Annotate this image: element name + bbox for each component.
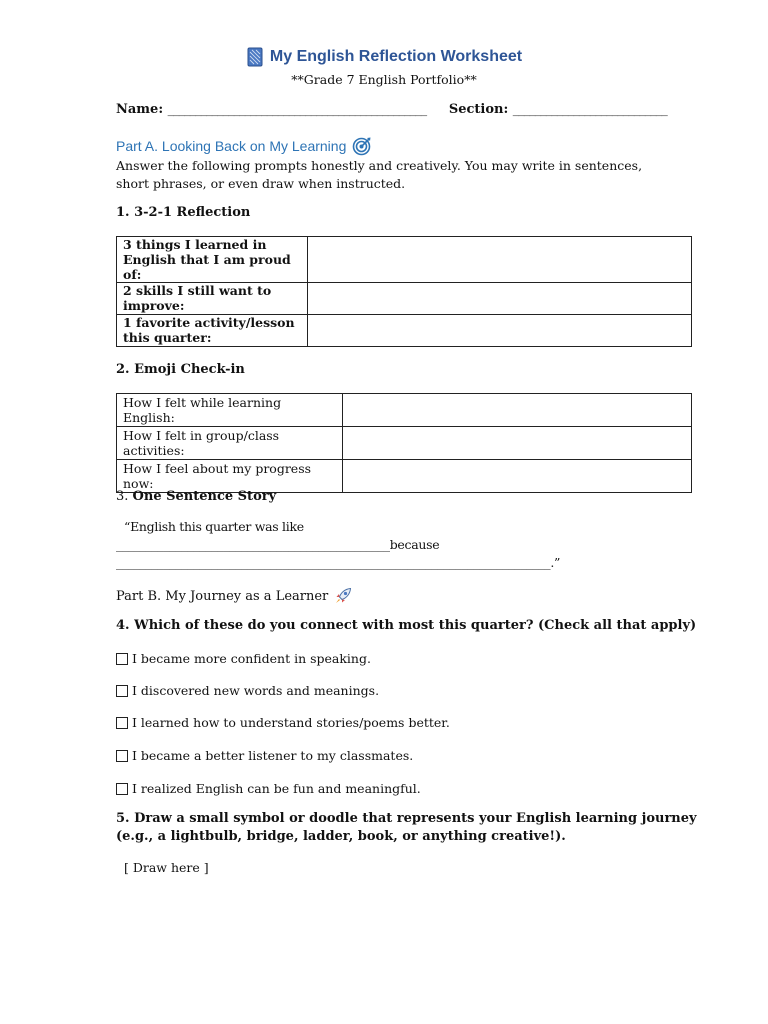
q5-heading-line-2: (e.g., a lightbulb, bridge, ladder, book, or anything creative!). bbox=[116, 829, 566, 844]
checklist-item-label: I became more confident in speaking. bbox=[132, 651, 371, 666]
target-icon bbox=[352, 136, 372, 156]
answer-cell[interactable] bbox=[343, 460, 692, 493]
checklist-item[interactable] bbox=[116, 748, 413, 763]
q3-heading bbox=[116, 489, 276, 504]
emoji-checkin-table bbox=[116, 393, 692, 493]
row-label bbox=[117, 237, 308, 283]
table-row bbox=[117, 460, 692, 493]
checklist-item-label: I discovered new words and meanings. bbox=[132, 683, 380, 698]
name-field[interactable]: _______________________________________________ bbox=[167, 102, 427, 117]
title-text: My English Reflection Worksheet bbox=[269, 48, 523, 65]
instructions-line-2: short phrases, or even draw when instructed. bbox=[116, 176, 406, 191]
label-line: improve: bbox=[123, 298, 185, 313]
page-title bbox=[0, 47, 768, 67]
answer-cell[interactable] bbox=[308, 237, 692, 283]
q5-heading-line-1: 5. Draw a small symbol or doodle that represents your English learning journey bbox=[116, 811, 697, 826]
part-a-title: Part A. Looking Back on My Learning bbox=[116, 138, 347, 154]
table-row bbox=[117, 427, 692, 460]
part-b-heading bbox=[116, 587, 352, 605]
part-b-title: Part B. My Journey as a Learner bbox=[116, 588, 329, 604]
q3-title: One Sentence Story bbox=[132, 489, 277, 504]
part-a-heading bbox=[116, 136, 372, 156]
checklist-item[interactable] bbox=[116, 683, 379, 698]
table-row bbox=[117, 237, 692, 283]
checkbox-icon[interactable] bbox=[116, 653, 128, 665]
checklist-item-label: I learned how to understand stories/poems better. bbox=[132, 715, 450, 730]
checklist-item-label: I became a better listener to my classmates. bbox=[132, 748, 414, 763]
table-row bbox=[117, 394, 692, 427]
label-line: English that I am proud of: bbox=[123, 252, 291, 282]
row-label bbox=[117, 283, 308, 315]
label-line: 2 skills I still want to bbox=[123, 283, 272, 298]
rocket-icon bbox=[334, 587, 352, 605]
checklist-item-label: I realized English can be fun and meaningful. bbox=[132, 781, 421, 796]
name-label: Name: bbox=[116, 102, 164, 117]
answer-cell[interactable] bbox=[343, 394, 692, 427]
row-label: How I feel about my progress now: bbox=[117, 460, 343, 493]
story-blank-1[interactable]: ______________________________________________because bbox=[116, 537, 440, 552]
story-blank-2[interactable]: _________________________________________________________________________.” bbox=[116, 555, 561, 570]
checkbox-icon[interactable] bbox=[116, 783, 128, 795]
page-subtitle: **Grade 7 English Portfolio** bbox=[291, 72, 477, 87]
instructions-line-1: Answer the following prompts honestly and creatively. You may write in sentences, bbox=[116, 158, 643, 173]
draw-area-placeholder[interactable]: [ Draw here ] bbox=[124, 860, 209, 875]
section-label: Section: bbox=[448, 102, 509, 117]
reflection-table bbox=[116, 236, 692, 347]
checkbox-icon[interactable] bbox=[116, 717, 128, 729]
checklist-item[interactable] bbox=[116, 781, 421, 796]
part-a-instructions bbox=[116, 157, 656, 193]
row-label bbox=[117, 315, 308, 347]
q2-heading: 2. Emoji Check-in bbox=[116, 362, 245, 377]
name-section-line bbox=[116, 102, 667, 117]
table-row bbox=[117, 315, 692, 347]
q4-heading: 4. Which of these do you connect with most this quarter? (Check all that apply) bbox=[116, 618, 697, 633]
checklist-item[interactable] bbox=[116, 651, 371, 666]
notebook-icon bbox=[246, 47, 264, 67]
checklist-item[interactable] bbox=[116, 715, 450, 730]
q1-heading: 1. 3-2-1 Reflection bbox=[116, 205, 251, 220]
answer-cell[interactable] bbox=[343, 427, 692, 460]
section-field[interactable]: ____________________________ bbox=[512, 102, 667, 117]
checkbox-icon[interactable] bbox=[116, 685, 128, 697]
row-label: How I felt in group/class activities: bbox=[117, 427, 343, 460]
label-line: this quarter: bbox=[123, 330, 212, 345]
checkbox-icon[interactable] bbox=[116, 750, 128, 762]
label-line: 3 things I learned in bbox=[123, 237, 267, 252]
answer-cell[interactable] bbox=[308, 315, 692, 347]
q3-number: 3. bbox=[116, 489, 129, 504]
answer-cell[interactable] bbox=[308, 283, 692, 315]
table-row bbox=[117, 283, 692, 315]
label-line: 1 favorite activity/lesson bbox=[123, 315, 295, 330]
row-label: How I felt while learning English: bbox=[117, 394, 343, 427]
story-line-1: “English this quarter was like bbox=[124, 519, 304, 534]
